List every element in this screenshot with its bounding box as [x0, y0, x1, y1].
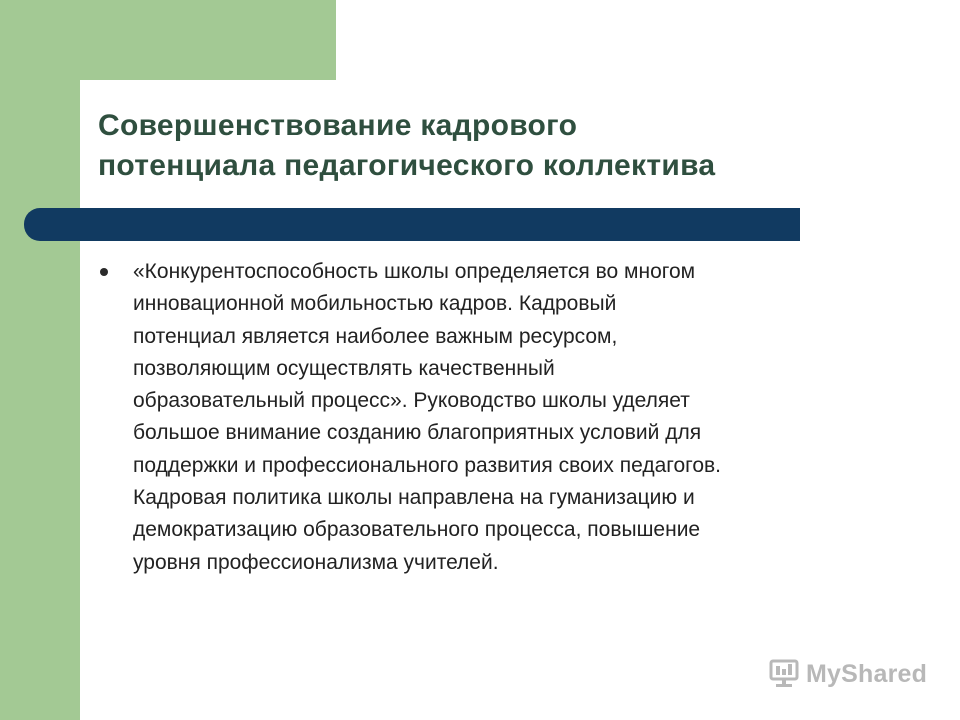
- bullet-text-line: потенциал является наиболее важным ресурсом,: [133, 324, 618, 348]
- title-underline-bar: [24, 208, 800, 241]
- slide-title-line: Совершенствование кадрового: [98, 109, 578, 142]
- bullet-text-line: большое внимание созданию благоприятных условий для: [133, 421, 702, 445]
- myshared-watermark: [768, 657, 927, 691]
- bullet-dot-icon: [100, 268, 108, 276]
- bullet-text: [133, 256, 893, 579]
- myshared-logo-icon: [768, 659, 800, 689]
- slide-title-line: потенциала педагогического коллектива: [98, 149, 716, 182]
- green-accent-left: [0, 0, 80, 720]
- bullet-text-line: образовательный процесс». Руководство школы уделяет: [133, 389, 690, 413]
- bullet-text-line: поддержки и профессионального развития своих педагогов.: [133, 453, 721, 477]
- slide-title: [98, 106, 918, 186]
- bullet-text-line: Кадровая политика школы направлена на гуманизацию и: [133, 486, 695, 510]
- myshared-watermark-text: MyShared: [806, 659, 928, 688]
- bullet-text-line: инновационной мобильностью кадров. Кадровый: [133, 292, 617, 316]
- bullet-text-line: демократизацию образовательного процесса, повышение: [133, 518, 701, 542]
- bullet-text-line: уровня профессионализма учителей.: [133, 550, 499, 574]
- bullet-text-line: «Конкурентоспособность школы определяется во многом: [133, 260, 696, 283]
- bullet-text-line: позволяющим осуществлять качественный: [133, 356, 555, 380]
